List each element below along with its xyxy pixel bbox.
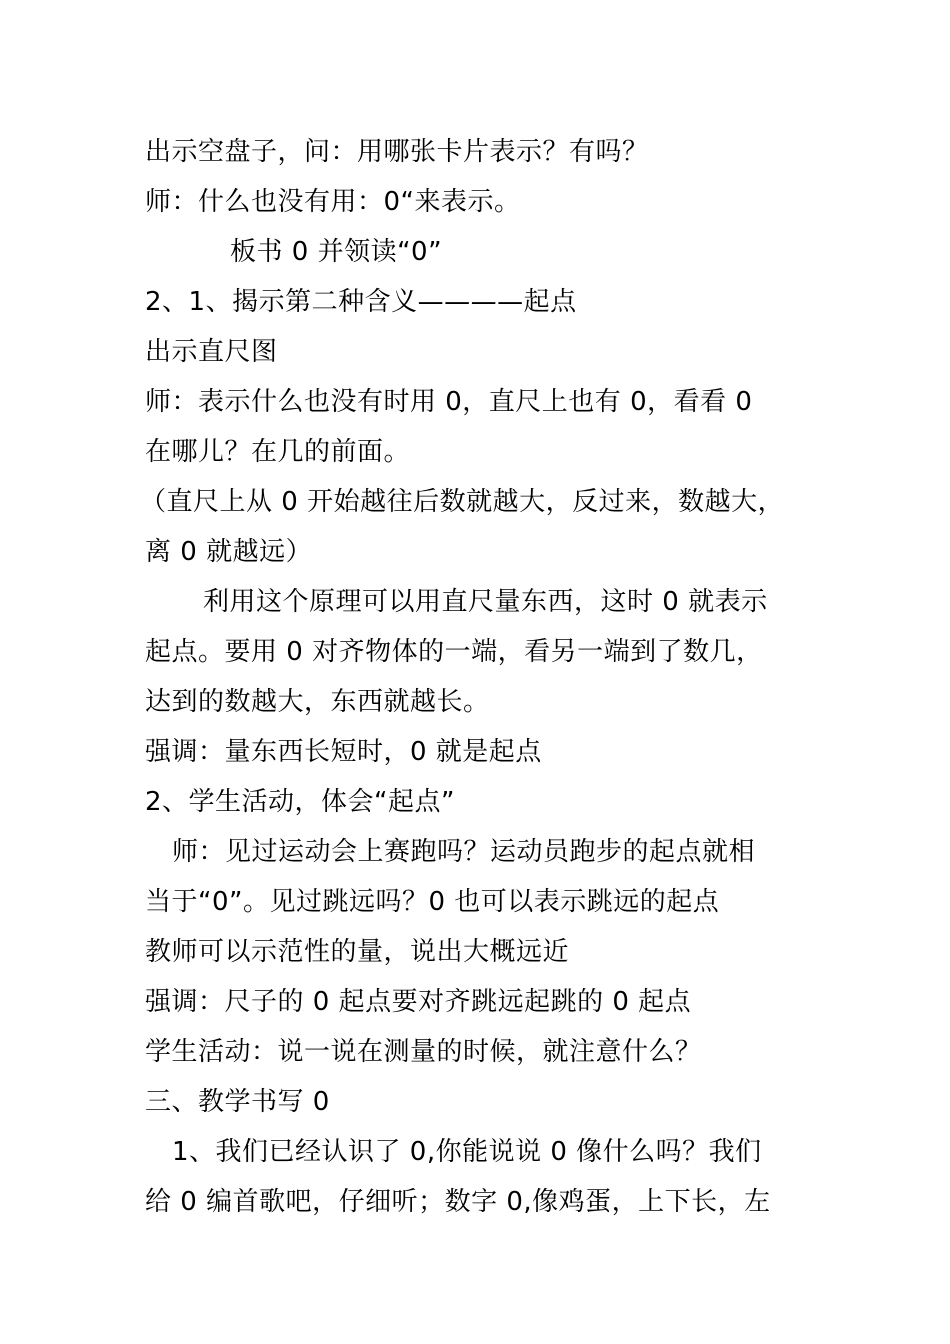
text-line: 师：表示什么也没有时用 0，直尺上也有 0，看看 0 (145, 387, 753, 417)
text-line: 利用这个原理可以用直尺量东西，这时 0 就表示 (203, 587, 768, 617)
text-line: 板书 0 并领读“0” (230, 237, 443, 267)
text-line: 师：见过运动会上赛跑吗？运动员跑步的起点就相 (172, 837, 756, 867)
text-line: （直尺上从 0 开始越往后数就越大，反过来，数越大， (140, 487, 785, 517)
text-line: 师：什么也没有用：0“来表示。 (145, 187, 521, 217)
text-line: 强调：量东西长短时，0 就是起点 (145, 737, 542, 767)
text-line: 学生活动：说一说在测量的时候，就注意什么？ (145, 1037, 702, 1067)
text-line: 强调：尺子的 0 起点要对齐跳远起跳的 0 起点 (145, 987, 692, 1017)
text-line: 三、教学书写 0 (145, 1087, 330, 1117)
text-line: 起点。要用 0 对齐物体的一端，看另一端到了数几， (145, 637, 763, 667)
text-line: 出示直尺图 (145, 337, 278, 367)
text-line: 达到的数越大，东西就越长。 (145, 687, 490, 717)
text-line: 离 0 就越远） (145, 537, 313, 567)
text-line: 2、学生活动，体会“起点” (145, 787, 455, 817)
text-line: 2、1、揭示第二种含义————起点 (145, 287, 577, 317)
text-line: 1、我们已经认识了 0,你能说说 0 像什么吗？我们 (172, 1137, 762, 1167)
text-line: 给 0 编首歌吧，仔细听；数字 0,像鸡蛋，上下长，左 (145, 1187, 771, 1217)
text-line: 出示空盘子，问：用哪张卡片表示？有吗？ (145, 137, 649, 167)
text-line: 当于“0”。见过跳远吗？0 也可以表示跳远的起点 (145, 887, 720, 917)
text-line: 教师可以示范性的量，说出大概远近 (145, 937, 570, 967)
text-line: 在哪儿？在几的前面。 (145, 437, 411, 467)
